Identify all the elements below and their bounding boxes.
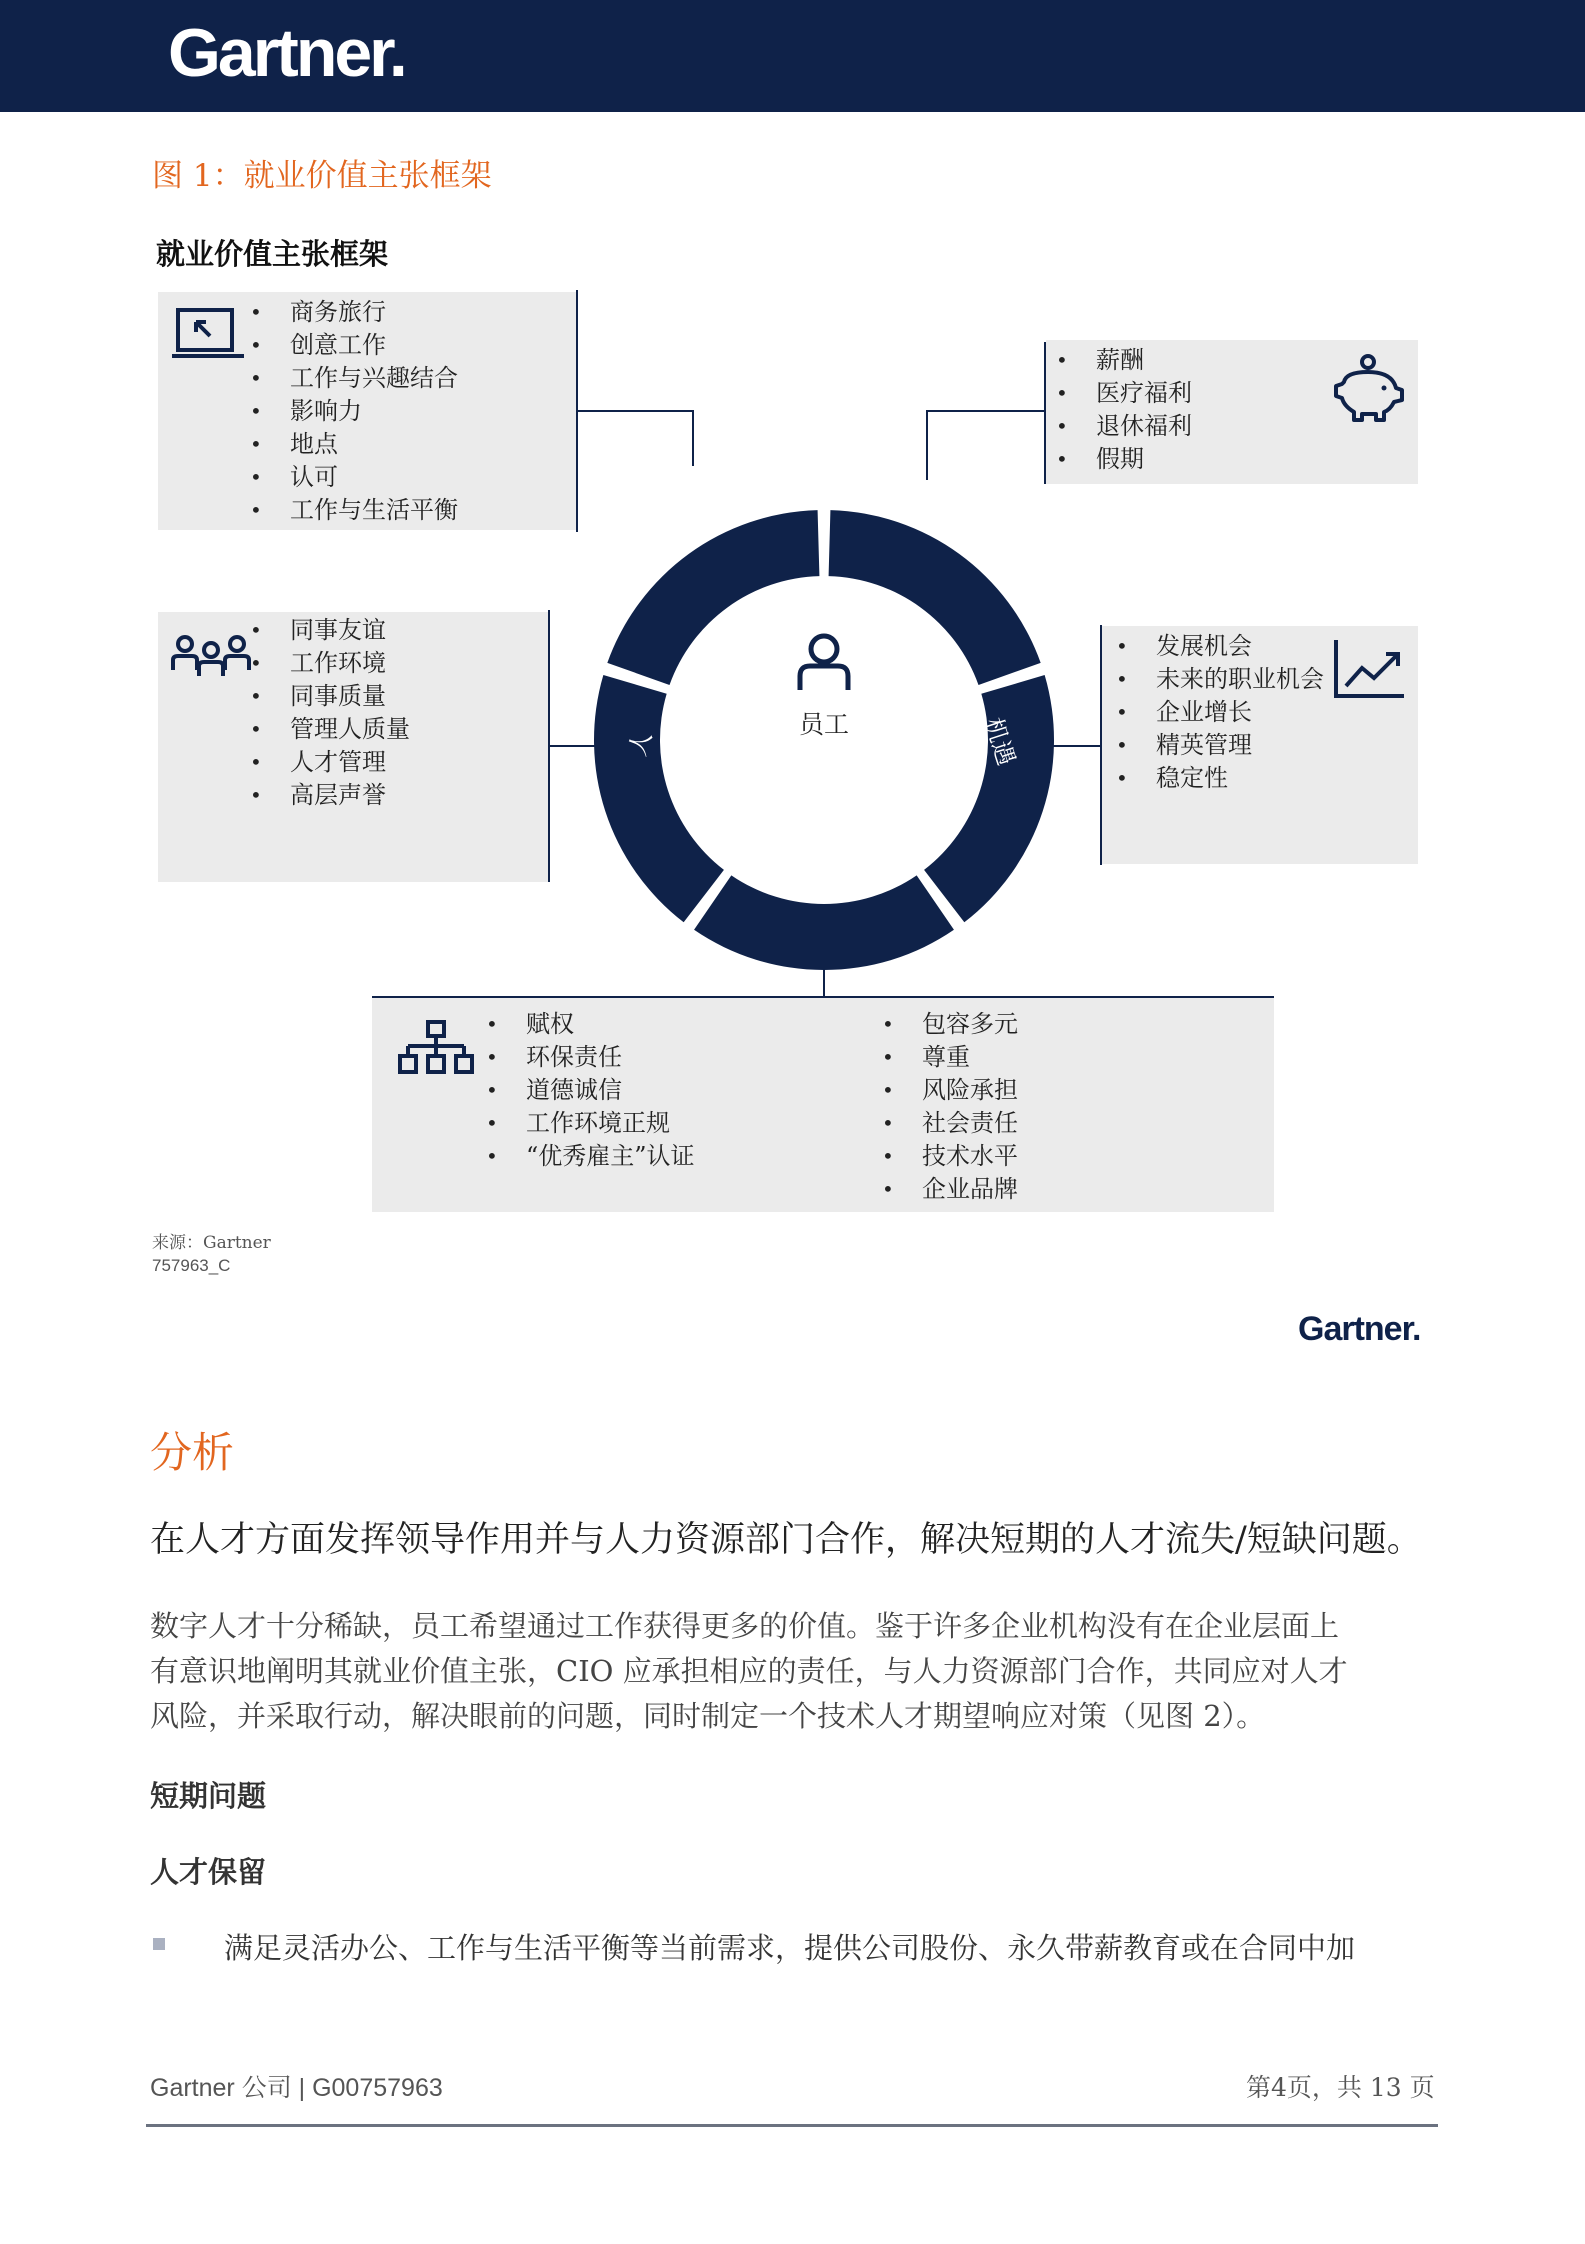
footer-left: Gartner 公司 | G00757963 [150, 2074, 443, 2102]
list-item: • 稳定性 [1116, 762, 1326, 795]
figure-caption: 图 1：就业价值主张框架 [152, 158, 492, 194]
list-item: • 环保责任 [486, 1041, 695, 1074]
footer-divider [146, 2124, 1438, 2127]
list-item: • 认可 [250, 461, 458, 494]
segment-label-opportunity: 机遇 [978, 714, 1021, 769]
org-chart-icon [398, 1020, 474, 1078]
list-item: • 影响力 [250, 395, 458, 428]
list-item: • 管理人质量 [250, 713, 410, 746]
center-label: 员工 [798, 710, 850, 739]
list-item: • 发展机会 [1116, 630, 1326, 663]
segment-label-rewards: 奖励 [899, 498, 956, 546]
list-item: • 医疗福利 [1056, 377, 1192, 410]
figure-title: 就业价值主张框架 [156, 239, 389, 271]
list-item: • 创意工作 [250, 329, 458, 362]
organization-list-left [486, 1008, 695, 1173]
list-item: • 包容多元 [882, 1008, 1018, 1041]
list-item: • 社会责任 [882, 1107, 1018, 1140]
list-item: • 未来的职业机会 [1116, 663, 1326, 696]
paragraph-line: 数字人才十分稀缺，员工希望通过工作获得更多的价值。鉴于许多企业机构没有在企业层面上 [150, 1609, 1340, 1643]
segment-label-organization: 组织 [803, 853, 855, 882]
list-item: • 高层声誉 [250, 779, 410, 812]
subheading-short-term: 短期问题 [150, 1779, 267, 1813]
list-item: • 尊重 [882, 1041, 1018, 1074]
list-item: • 同事友谊 [250, 614, 410, 647]
list-item: • 工作环境 [250, 647, 410, 680]
list-item: • 同事质量 [250, 680, 410, 713]
figure-source: 来源：Gartner [152, 1233, 271, 1253]
person-icon [800, 636, 848, 690]
segment-organization[interactable] [694, 875, 954, 970]
segment-people[interactable] [594, 675, 724, 922]
list-item: • 风险承担 [882, 1074, 1018, 1107]
list-item: • 企业品牌 [882, 1173, 1018, 1206]
list-item: • 商务旅行 [250, 296, 458, 329]
segment-label-people: 人 [623, 727, 658, 760]
figure-id: 757963_C [152, 1256, 231, 1275]
list-item: • 工作与兴趣结合 [250, 362, 458, 395]
list-item: • 工作与生活平衡 [250, 494, 458, 527]
page-number: 第4页，共 13 页 [1246, 2073, 1435, 2102]
list-item: • 地点 [250, 428, 458, 461]
list-item: • 道德诚信 [486, 1074, 695, 1107]
organization-list-right [882, 1008, 1018, 1206]
segment-label-work: 工作 [688, 497, 746, 546]
list-item: • 精英管理 [1116, 729, 1326, 762]
section-lead: 在人才方面发挥领导作用并与人力资源部门合作，解决短期的人才流失/短缺问题。 [150, 1520, 1422, 1560]
gartner-brand-logo: Gartner. [1298, 1310, 1421, 1348]
list-item: • 赋权 [486, 1008, 695, 1041]
paragraph-line: 有意识地阐明其就业价值主张，CIO 应承担相应的责任，与人力资源部门合作，共同应对人才 [150, 1654, 1348, 1688]
gartner-logo[interactable]: Gartner. [168, 15, 405, 91]
list-item: • 企业增长 [1116, 696, 1326, 729]
bullet-marker [153, 1938, 165, 1950]
list-item: • 工作环境正规 [486, 1107, 695, 1140]
list-item: • 技术水平 [882, 1140, 1018, 1173]
list-item: • “优秀雇主”认证 [486, 1140, 695, 1173]
evp-ring-diagram [0, 0, 1585, 1000]
paragraph-line: 风险，并采取行动，解决眼前的问题，同时制定一个技术人才期望响应对策（见图 2）。 [150, 1699, 1266, 1733]
section-heading: 分析 [150, 1428, 235, 1477]
list-item: • 人才管理 [250, 746, 410, 779]
segment-opportunity[interactable] [924, 675, 1054, 922]
bullet-text: 满足灵活办公、工作与生活平衡等当前需求，提供公司股份、永久带薪教育或在合同中加 [224, 1931, 1356, 1965]
list-item: • 薪酬 [1056, 344, 1192, 377]
organization-box [372, 998, 1274, 1212]
subheading-retention: 人才保留 [150, 1855, 267, 1889]
list-item: • 假期 [1056, 443, 1192, 476]
list-item: • 退休福利 [1056, 410, 1192, 443]
